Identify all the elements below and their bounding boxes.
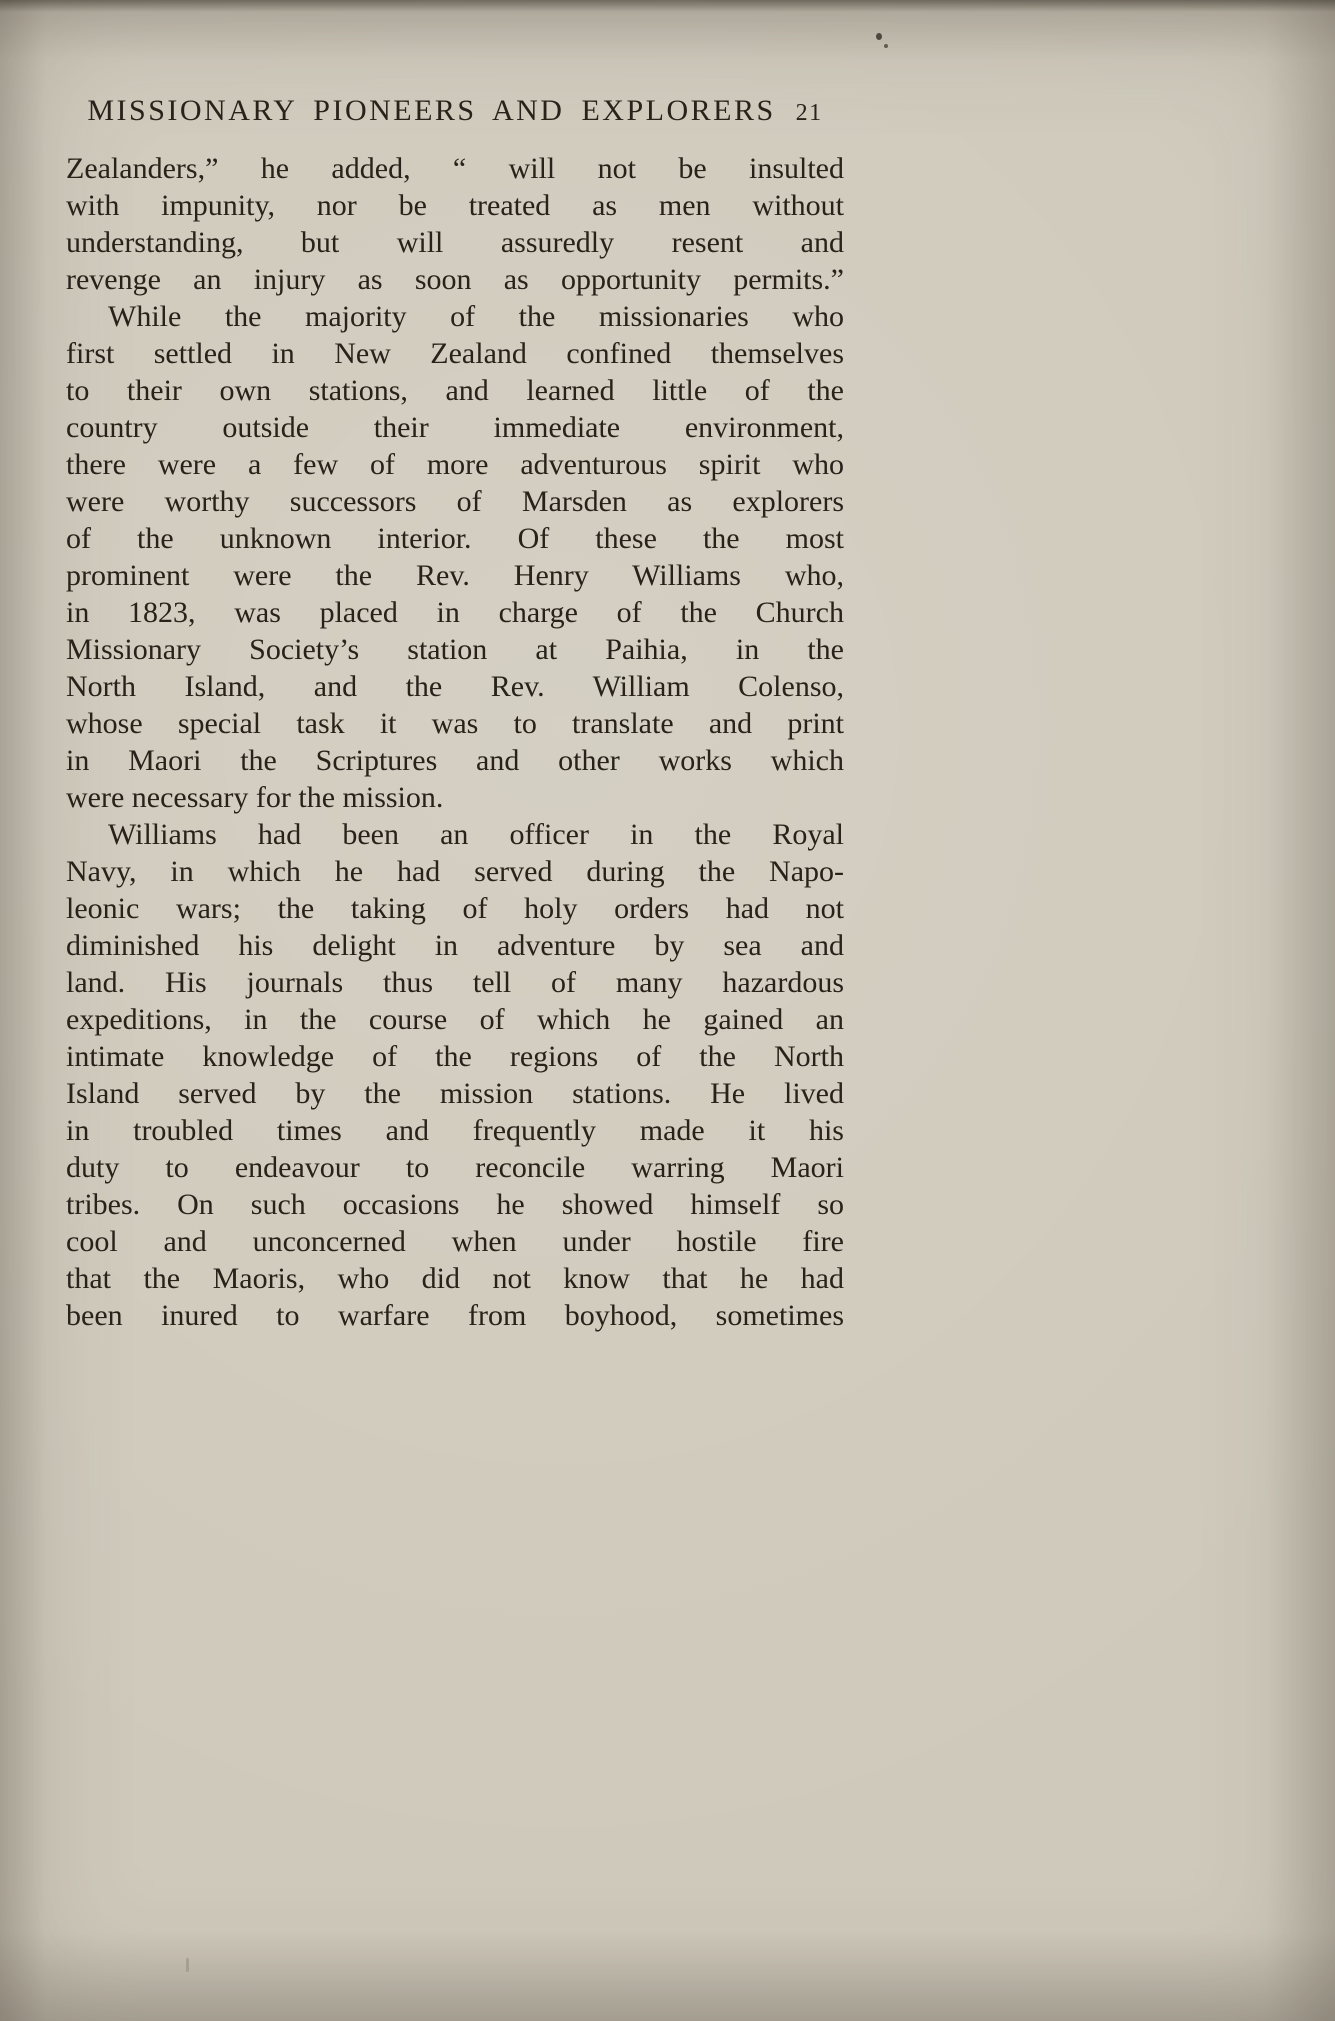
text-line: Williams had been an officer in the Royal (108, 818, 844, 851)
page-number: 21 (795, 100, 823, 126)
ink-speck (884, 44, 888, 48)
text-line: understanding, but will assuredly resent and (66, 226, 844, 259)
text-line: expeditions, in the course of which he gained an (66, 1003, 844, 1036)
text-line: whose special task it was to translate and print (66, 707, 844, 740)
text-line: that the Maoris, who did not know that he had (66, 1262, 844, 1295)
text-line: duty to endeavour to reconcile warring Maori (66, 1151, 844, 1184)
text-line: leonic wars; the taking of holy orders had not (66, 892, 844, 925)
text-line: While the majority of the missionaries who (108, 300, 844, 333)
paragraph (66, 298, 844, 816)
text-line: been inured to warfare from boyhood, sometimes (66, 1299, 844, 1332)
text-line: there were a few of more adventurous spirit who (66, 448, 844, 481)
paragraph (66, 816, 844, 1334)
text-line: Island served by the mission stations. He lived (66, 1077, 844, 1110)
text-line: of the unknown interior. Of these the most (66, 522, 844, 555)
text-line: intimate knowledge of the regions of the North (66, 1040, 844, 1073)
page-header (66, 94, 844, 128)
text-line: prominent were the Rev. Henry Williams who, (66, 559, 844, 592)
text-line: Navy, in which he had served during the Napo- (66, 855, 844, 888)
text-block (66, 150, 844, 1334)
running-title: MISSIONARY PIONEERS AND EXPLORERS (87, 94, 776, 127)
text-line: in 1823, was placed in charge of the Church (66, 596, 844, 629)
ink-speck (876, 33, 882, 40)
text-line: country outside their immediate environment, (66, 411, 844, 444)
text-line: tribes. On such occasions he showed himself so (66, 1188, 844, 1221)
text-line: were worthy successors of Marsden as explorers (66, 485, 844, 518)
text-line: diminished his delight in adventure by sea and (66, 929, 844, 962)
text-line: to their own stations, and learned little of the (66, 374, 844, 407)
text-line: were necessary for the mission. (66, 781, 444, 814)
text-line: in troubled times and frequently made it his (66, 1114, 844, 1147)
text-line: Missionary Society’s station at Paihia, in the (66, 633, 844, 666)
text-line: North Island, and the Rev. William Colenso, (66, 670, 844, 703)
text-line: in Maori the Scriptures and other works which (66, 744, 844, 777)
text-line: first settled in New Zealand confined themselves (66, 337, 844, 370)
text-line: Zealanders,” he added, “ will not be insulted (66, 152, 844, 185)
text-line: land. His journals thus tell of many hazardous (66, 966, 844, 999)
text-line: cool and unconcerned when under hostile fire (66, 1225, 844, 1258)
text-line: revenge an injury as soon as opportunity permits.” (66, 263, 844, 296)
paragraph (66, 150, 844, 298)
text-line: with impunity, nor be treated as men without (66, 189, 844, 222)
paper-blemish (186, 1958, 189, 1972)
